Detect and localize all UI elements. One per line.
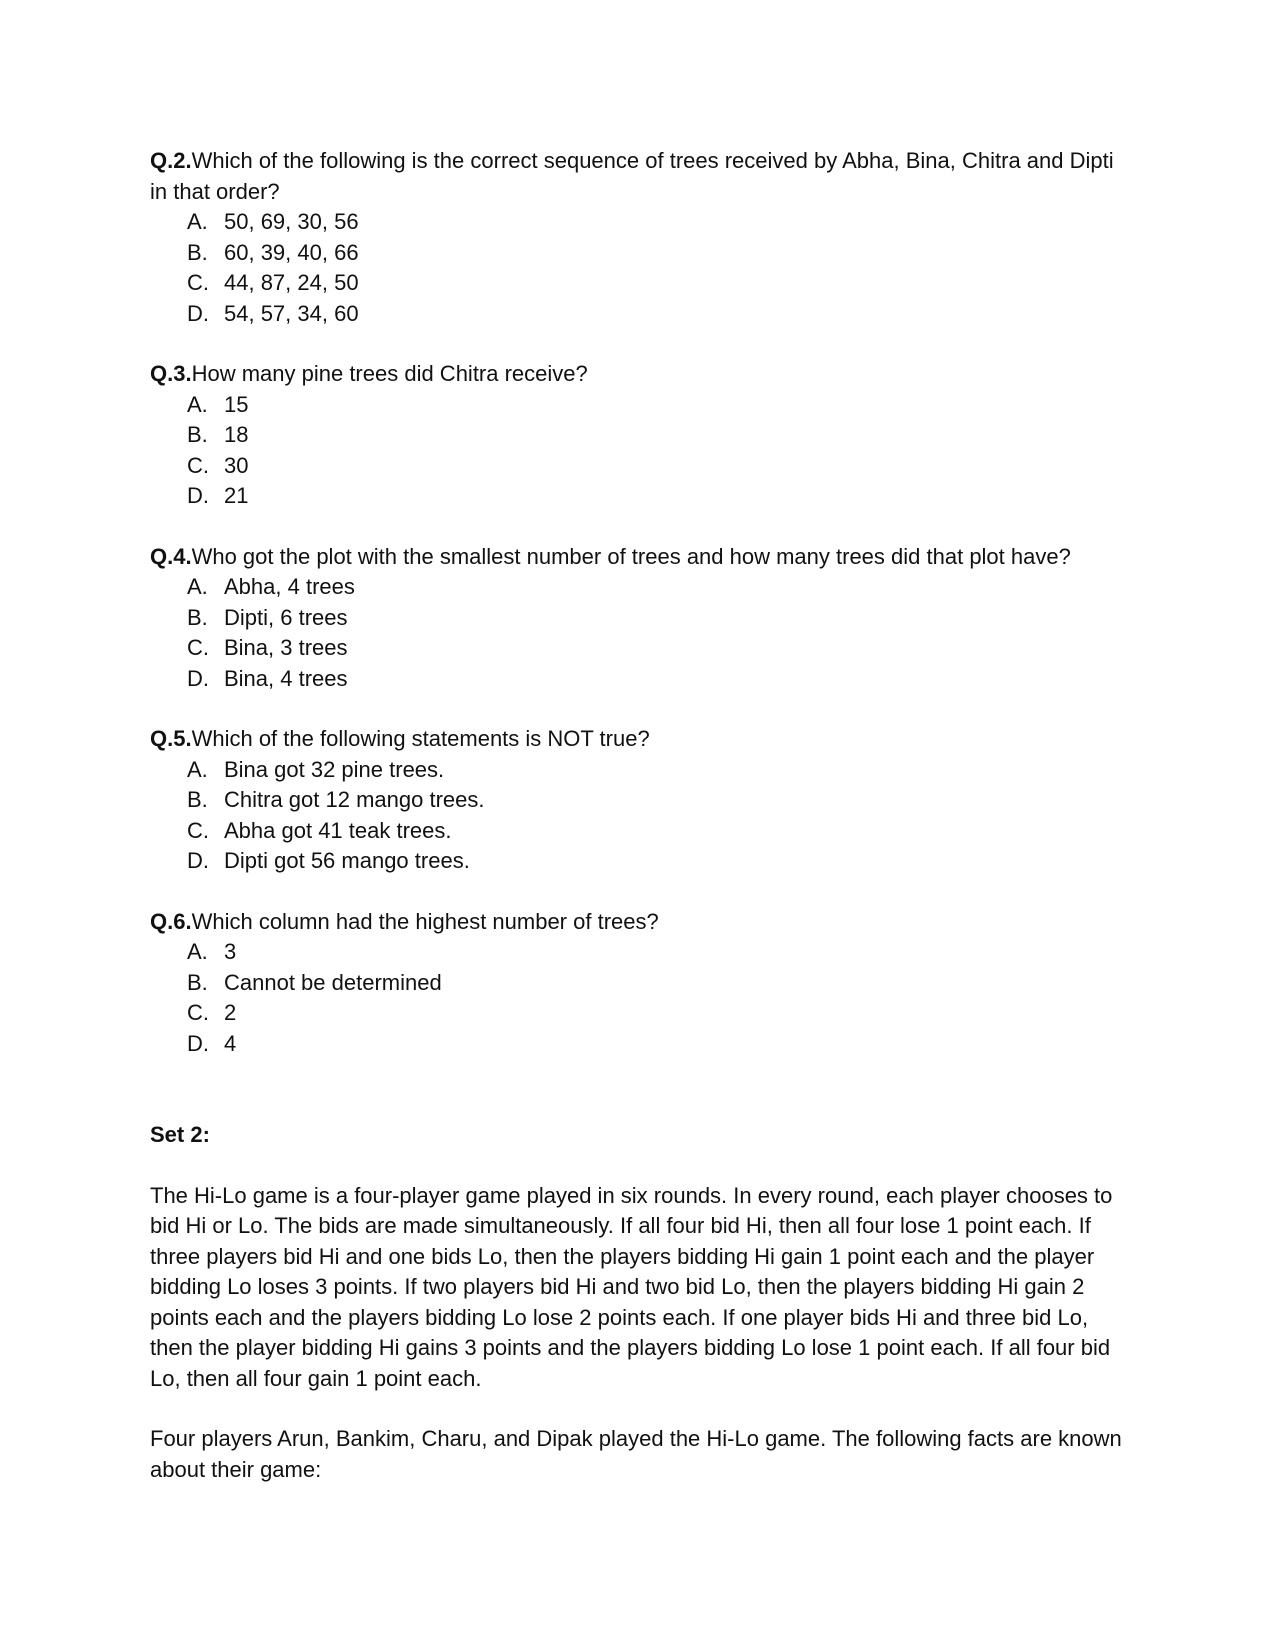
options-list [150, 572, 1130, 694]
option-d [187, 846, 1130, 877]
question-label: Q.5. [150, 726, 192, 751]
option-letter: C. [187, 817, 209, 843]
option-text: 3 [224, 939, 237, 964]
option-letter: B. [187, 787, 208, 812]
option-text: Bina, 3 trees [224, 635, 348, 660]
option-text: 4 [224, 1030, 237, 1056]
option-letter: B. [187, 604, 208, 630]
option-b [187, 968, 1130, 999]
question-text [150, 146, 1130, 207]
question-body: Which of the following statements is NOT true? [191, 726, 650, 751]
page-content [150, 146, 1130, 1515]
option-a [187, 207, 1130, 238]
option-letter: D. [187, 1030, 209, 1056]
question-q5 [150, 724, 1130, 877]
question-q6 [150, 907, 1130, 1060]
option-letter: B. [187, 239, 208, 265]
option-text: Cannot be determined [224, 969, 442, 995]
option-text: 2 [224, 1000, 237, 1025]
question-text [150, 359, 1130, 390]
option-b [187, 603, 1130, 634]
option-text: Bina got 32 pine trees. [224, 756, 445, 782]
options-list [150, 937, 1130, 1059]
option-c [187, 816, 1130, 847]
option-text: 21 [224, 483, 249, 508]
option-a [187, 755, 1130, 786]
set-description-paragraph: The Hi-Lo game is a four-player game played in six rounds. In every round, each player chooses to bid Hi or Lo. The bids are made simultaneously. If all four bid Hi, then all four lose 1 point each. If three players bid Hi and one bids Lo, then the players bidding Hi gain 1 point each and the player bidding Lo loses 3 points. If two players bid Hi and two bid Lo, then the players bidding Hi gain 2 points each and the players bidding Lo lose 2 points each. If one player bids Hi and three bid Lo, then the player bidding Hi gains 3 points and the players bidding Lo lose 1 point each. If all four bid Lo, then all four gain 1 point each. [150, 1182, 1113, 1391]
option-letter: D. [187, 300, 209, 326]
option-letter: A. [187, 209, 208, 234]
option-c [187, 451, 1130, 482]
option-text: Abha got 41 teak trees. [224, 817, 452, 843]
option-letter: C. [187, 635, 209, 660]
option-text: 15 [224, 391, 249, 417]
option-d [187, 481, 1130, 512]
question-text [150, 724, 1130, 755]
option-letter: C. [187, 452, 209, 478]
question-body: Which column had the highest number of trees? [191, 908, 659, 934]
option-text: Abha, 4 trees [224, 574, 355, 599]
option-b [187, 420, 1130, 451]
option-b [187, 785, 1130, 816]
option-text: Bina, 4 trees [224, 665, 348, 691]
option-d [187, 664, 1130, 695]
question-text [150, 542, 1130, 573]
option-text: Dipti, 6 trees [224, 604, 348, 630]
question-label: Q.2. [150, 148, 192, 173]
option-c [187, 633, 1130, 664]
option-a [187, 390, 1130, 421]
option-d [187, 1029, 1130, 1060]
option-letter: D. [187, 848, 209, 873]
question-q2 [150, 146, 1130, 329]
question-body: How many pine trees did Chitra receive? [191, 361, 588, 386]
question-label: Q.3. [150, 361, 192, 386]
option-text: Dipti got 56 mango trees. [224, 848, 470, 873]
option-letter: A. [187, 939, 208, 964]
question-text [150, 907, 1130, 938]
option-letter: D. [187, 665, 209, 691]
option-b [187, 238, 1130, 269]
option-text: 18 [224, 422, 249, 447]
question-body: Who got the plot with the smallest number of trees and how many trees did that plot have? [191, 543, 1071, 569]
set-facts-intro-paragraph: Four players Arun, Bankim, Charu, and Dipak played the Hi-Lo game. The following facts are known about their game: [150, 1426, 1122, 1482]
question-label: Q.4. [150, 543, 192, 569]
option-letter: C. [187, 270, 209, 295]
option-letter: A. [187, 574, 208, 599]
option-a [187, 937, 1130, 968]
option-letter: D. [187, 483, 209, 508]
option-text: Chitra got 12 mango trees. [224, 787, 485, 812]
question-label: Q.6. [150, 908, 192, 934]
option-d [187, 299, 1130, 330]
option-c [187, 268, 1130, 299]
option-letter: B. [187, 969, 208, 995]
option-text: 60, 39, 40, 66 [224, 239, 359, 265]
option-text: 54, 57, 34, 60 [224, 300, 359, 326]
question-q3 [150, 359, 1130, 512]
option-c [187, 998, 1130, 1029]
option-a [187, 572, 1130, 603]
option-letter: A. [187, 756, 208, 782]
option-letter: B. [187, 422, 208, 447]
options-list [150, 390, 1130, 512]
options-list [150, 755, 1130, 877]
question-q4 [150, 542, 1130, 695]
option-text: 44, 87, 24, 50 [224, 270, 359, 295]
set-heading: Set 2: [150, 1122, 210, 1147]
option-letter: A. [187, 391, 208, 417]
option-text: 30 [224, 452, 249, 478]
options-list [150, 207, 1130, 329]
option-text: 50, 69, 30, 56 [224, 209, 359, 234]
question-body: Which of the following is the correct sequence of trees received by Abha, Bina, Chitra and Dipti in that order? [150, 148, 1114, 204]
option-letter: C. [187, 1000, 209, 1025]
